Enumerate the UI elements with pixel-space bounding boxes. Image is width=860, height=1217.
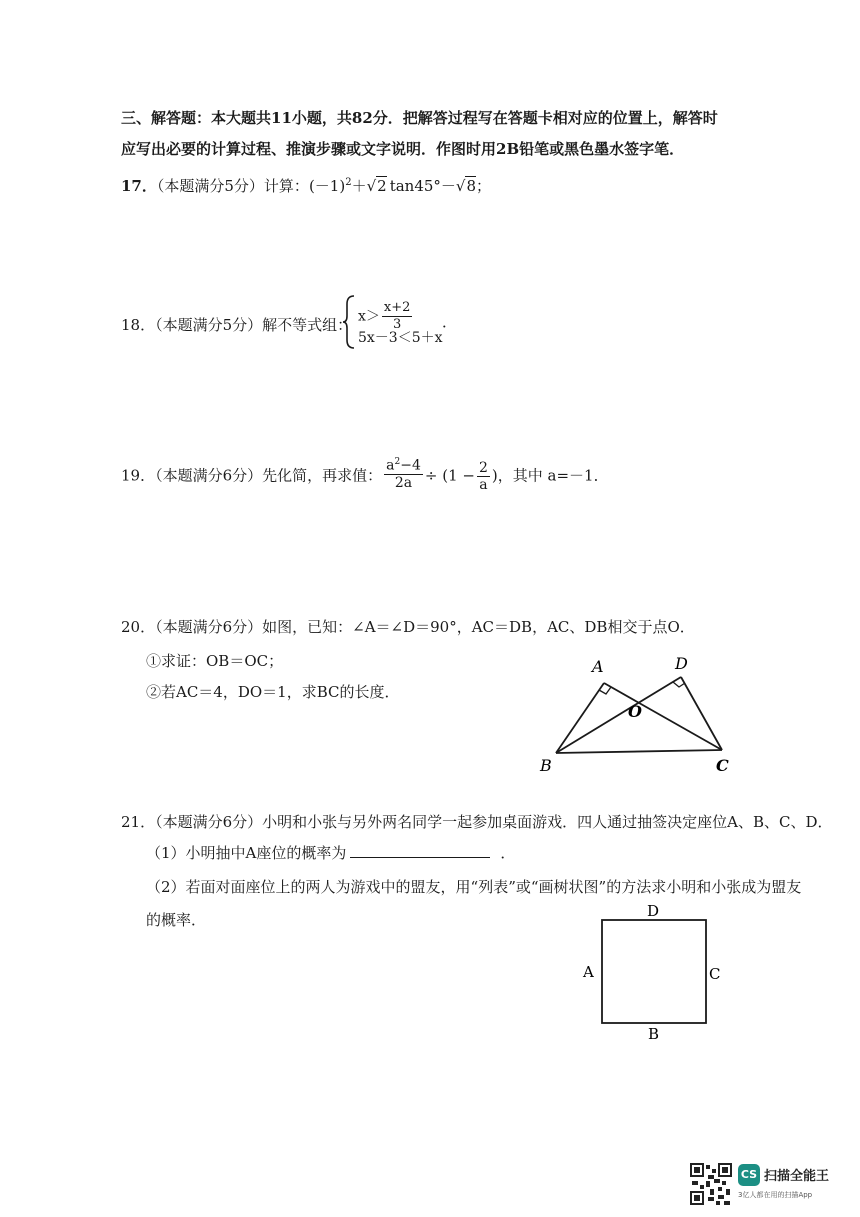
table-square	[602, 920, 706, 1023]
q18-end: ．	[442, 313, 458, 331]
q17-expr-a: (－1)	[308, 177, 346, 195]
q17-plus: ＋	[351, 177, 367, 195]
q19-f1-num-exp: 2	[394, 457, 401, 468]
q21-part1-end: ．	[500, 844, 516, 862]
q18-number: 18．	[121, 316, 156, 334]
q19-f1-num-rest: −4	[400, 457, 421, 474]
q19-fraction-1	[384, 454, 423, 491]
question-20	[121, 617, 695, 637]
q17-tan: tan45°－	[389, 177, 456, 195]
q19-f1-num	[384, 454, 423, 475]
label-o: O	[628, 702, 642, 721]
label-a: A	[592, 657, 604, 676]
seat-b-label: B	[648, 1025, 660, 1043]
segment-ba	[556, 683, 604, 753]
q20-part-2: ②若AC＝4，DO＝1，求BC的长度．	[146, 683, 400, 701]
q20-instruction: 如图，已知：∠A＝∠D＝90°，AC＝DB，AC、DB相交于点O．	[262, 618, 695, 636]
seating-diagram	[578, 900, 728, 1048]
section-heading-line2: 应写出必要的计算过程、推演步骤或文字说明．作图时用2B铅笔或黑色墨水签字笔．	[121, 140, 685, 158]
q17-sqrt-sign-2: √	[455, 177, 466, 195]
q19-number: 19．	[121, 466, 156, 485]
q17-exponent: 2	[345, 177, 352, 188]
q21-instruction: 小明和小张与另外两名同学一起参加桌面游戏．四人通过抽签决定座位A、B、C、D．	[262, 813, 833, 831]
question-19	[121, 457, 609, 493]
q19-tail: )，其中 a=－1．	[491, 466, 609, 485]
q20-part-1: ①求证：OB＝OC；	[146, 652, 284, 670]
q18-frac-num: x+2	[383, 300, 411, 315]
label-b: B	[540, 756, 552, 775]
q18-brace	[342, 294, 356, 350]
q21-part-2-continued: 的概率．	[146, 911, 207, 929]
q17-radicand-2: 8	[466, 177, 477, 195]
q18-score: （本题满分5分）	[155, 316, 263, 334]
q20-number: 20．	[121, 618, 156, 636]
q18-row1-lhs: x＞	[358, 308, 380, 325]
q19-score: （本题满分6分）	[155, 466, 263, 485]
segment-ac	[604, 683, 722, 750]
q18-instruction: 解不等式组：	[262, 316, 353, 334]
q19-f2-den: a	[479, 477, 488, 493]
q17-end: ；	[476, 177, 492, 195]
q18-frac-den: 3	[393, 317, 402, 332]
q21-score: （本题满分6分）	[155, 813, 263, 831]
segment-bc	[556, 750, 722, 753]
question-17	[121, 173, 491, 196]
q19-f1-den: 2a	[394, 474, 413, 491]
q20-triangle-figure	[536, 650, 746, 780]
q19-division: ÷ (1 −	[424, 466, 475, 485]
camscanner-logo-icon: CS	[738, 1164, 760, 1186]
q18-row-2: 5x－3＜5＋x	[358, 330, 443, 346]
label-c: C	[716, 756, 729, 775]
qr-code-icon	[690, 1163, 732, 1205]
label-d: D	[675, 654, 688, 673]
q19-instruction: 先化简，再求值：	[262, 466, 383, 485]
seat-d-label: D	[647, 902, 660, 920]
q21-number: 21．	[121, 813, 156, 831]
question-21	[121, 812, 833, 832]
watermark-app-name: 扫描全能王	[764, 1169, 830, 1184]
q21-part-2: （2）若面对面座位上的两人为游戏中的盟友，用“列表”或“画树状图”的方法求小明和小张成为盟友	[146, 878, 802, 896]
section-heading-line1: 三、解答题：本大题共11小题，共82分．把解答过程写在答题卡相对应的位置上，解答时	[121, 109, 718, 127]
watermark-tagline: 3亿人都在用的扫描App	[738, 1191, 813, 1199]
q19-f1-num-base: a	[386, 457, 395, 474]
question-18-label	[121, 315, 352, 335]
q21-part-1	[146, 843, 515, 863]
q17-radicand-1: 2	[377, 177, 387, 195]
q17-instruction: 计算：	[263, 177, 309, 195]
seat-a-label: A	[583, 963, 594, 981]
q19-fraction-2	[477, 460, 490, 493]
seat-c-label: C	[709, 965, 721, 983]
q17-number: 17．	[121, 177, 157, 195]
q17-score: （本题满分5分）	[156, 177, 264, 195]
q17-sqrt-sign: √	[366, 177, 377, 195]
q20-score: （本题满分6分）	[155, 618, 263, 636]
q21-part1-text: （1）小明抽中A座位的概率为	[146, 844, 347, 862]
segment-bd	[556, 677, 681, 753]
q19-f2-num: 2	[478, 460, 488, 476]
answer-blank[interactable]	[350, 843, 490, 858]
